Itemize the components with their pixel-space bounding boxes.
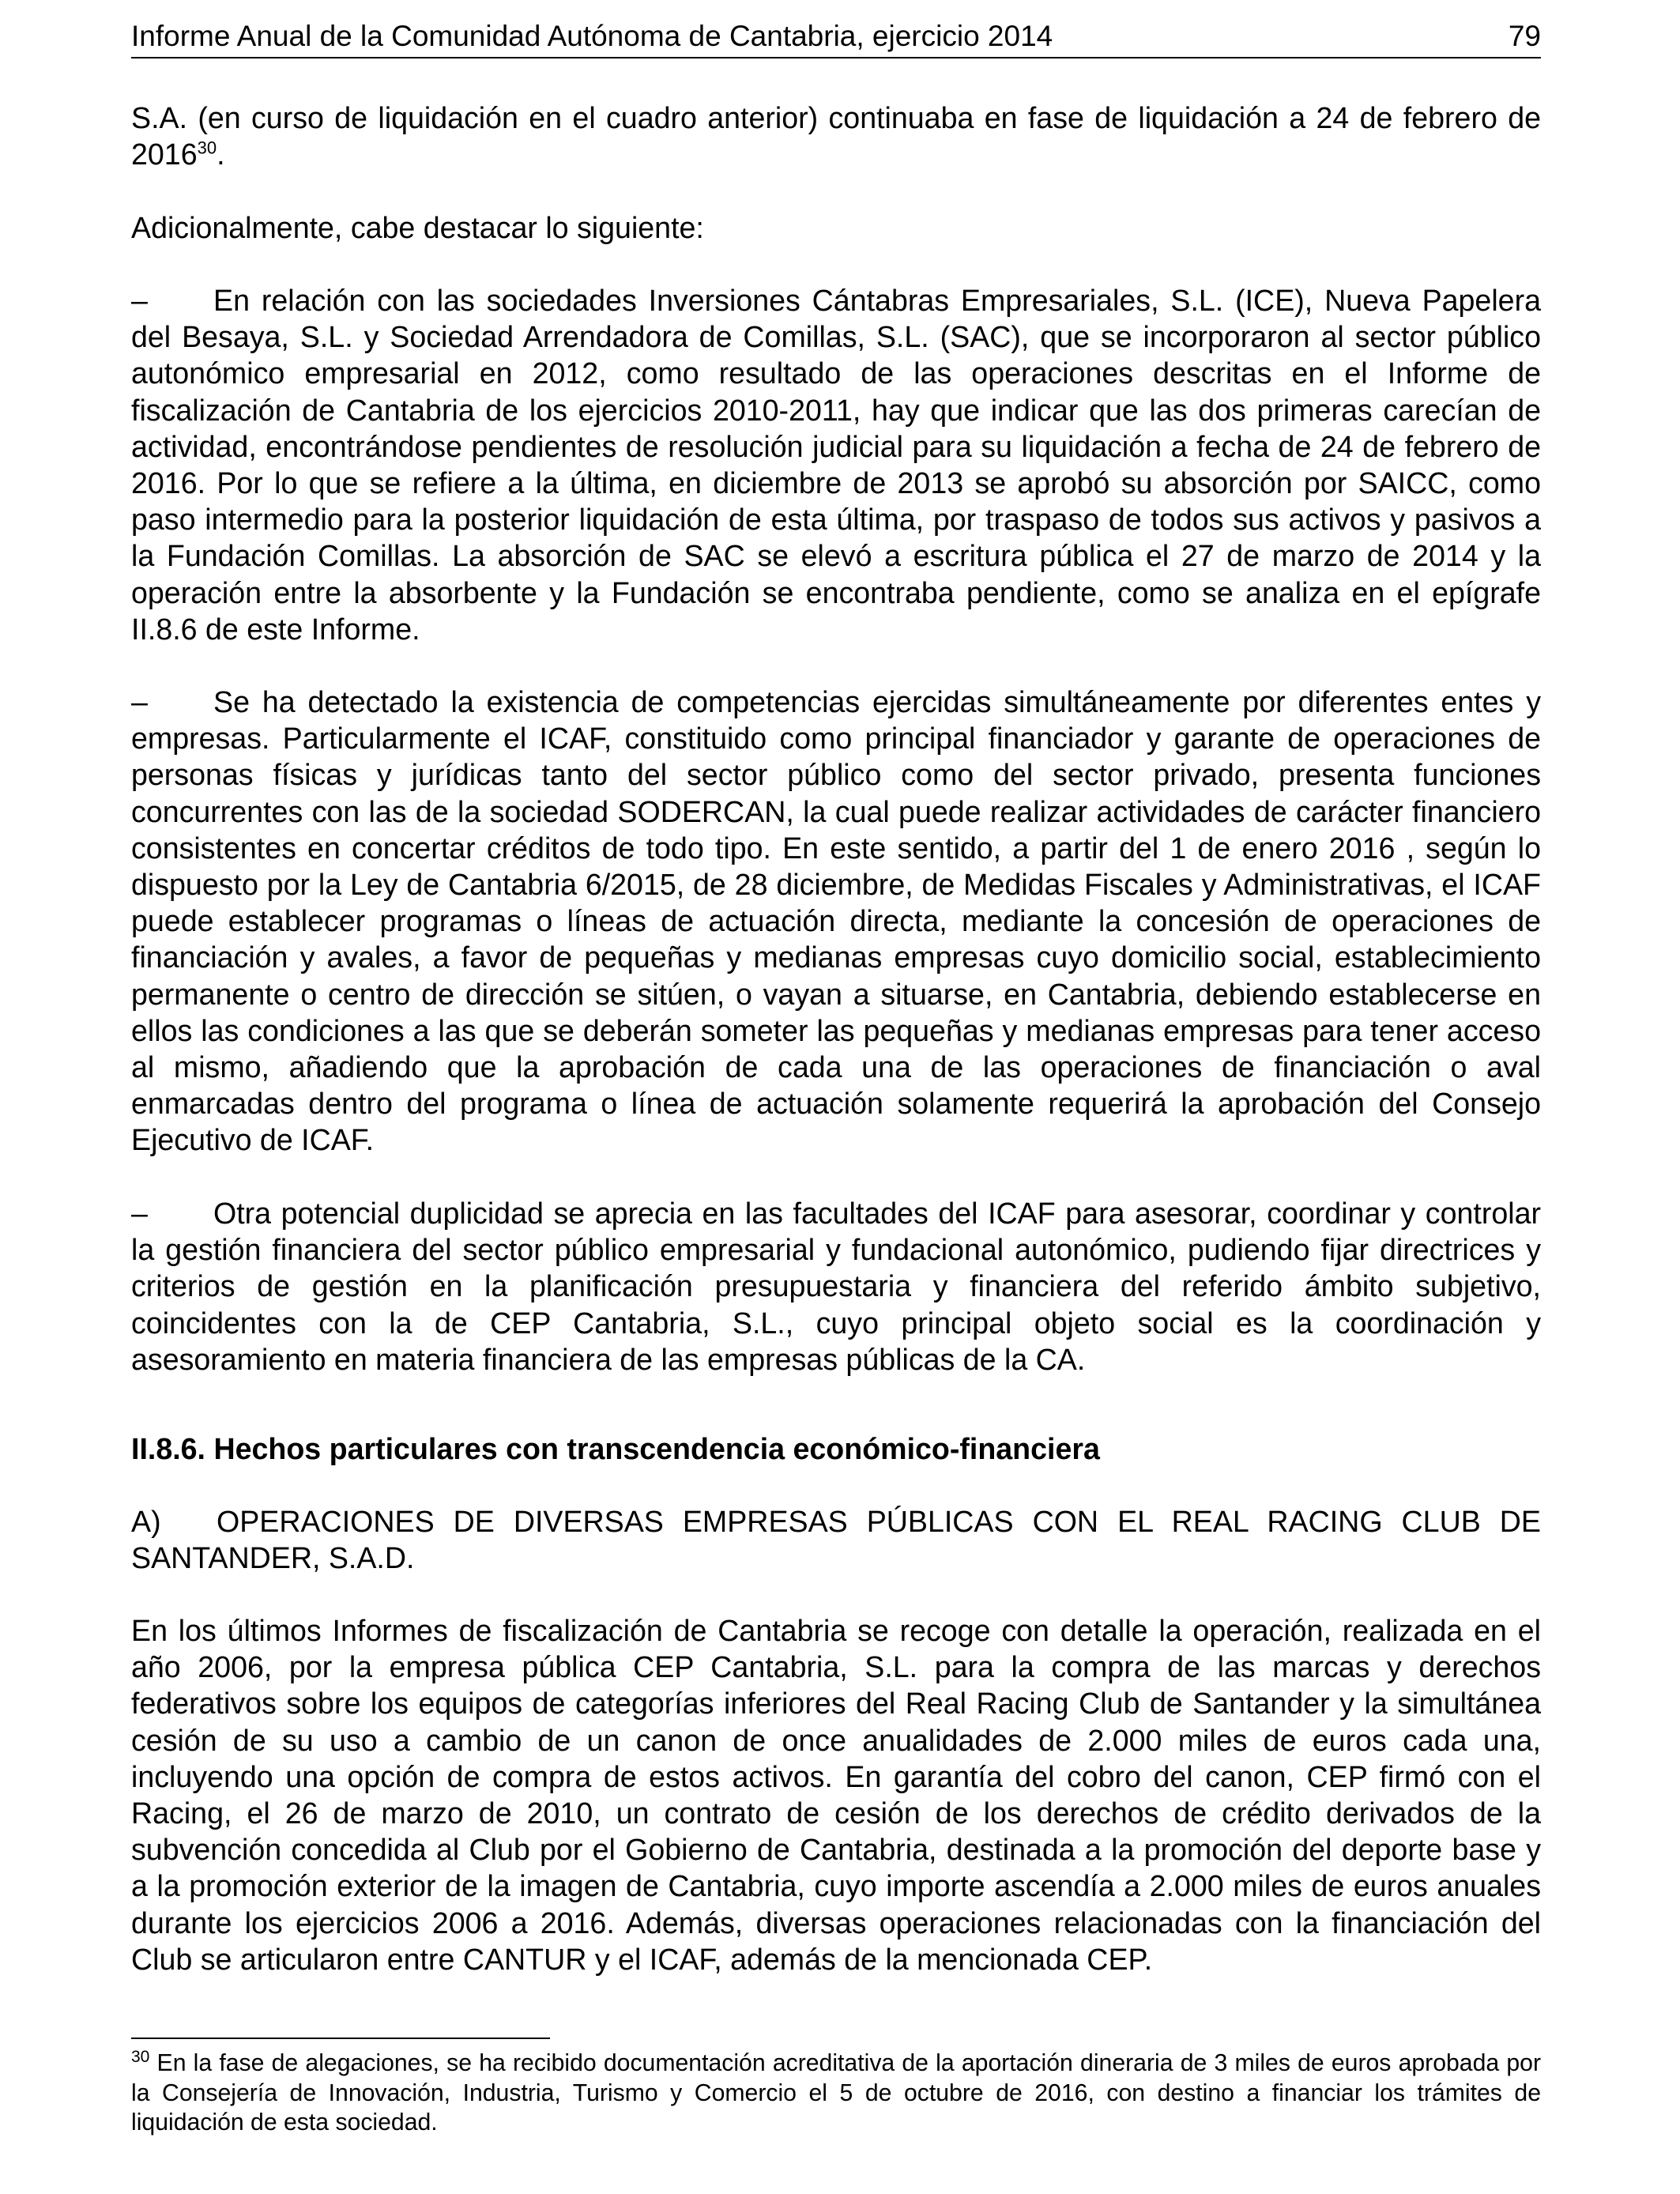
section-heading: II.8.6. Hechos particulares con transcendencia económico-financiera	[131, 1432, 1100, 1465]
subsection-title-text: OPERACIONES DE DIVERSAS EMPRESAS PÚBLICAS CON EL REAL RACING CLUB DE SANTANDER, S.A.D.	[131, 1505, 1541, 1575]
document-page	[131, 0, 1541, 2194]
bullet-marker: –	[131, 1197, 148, 1230]
header-title: Informe Anual de la Comunidad Autónoma de Cantabria, ejercicio 2014	[131, 20, 1053, 52]
additional-paragraph	[131, 209, 1541, 246]
page-number: 79	[1508, 20, 1541, 52]
intro-paragraph	[131, 100, 1541, 172]
footnote-number: 30	[131, 2047, 150, 2066]
bullet-text: En relación con las sociedades Inversiones Cántabras Empresariales, S.L. (ICE), Nueva Papelera del Besaya, S.L. y Sociedad Arrendadora de Comillas, S.L. (SAC), que se incorporaron al sector público autonómico empresarial en 2012, como resultado de las operaciones descritas en el Informe de fiscalización de Cantabria de los ejercicios 2010-2011, hay que indicar que las dos primeras carecían de actividad, encontrándose pendientes de resolución judicial para su liquidación a fecha de 24 de febrero de 2016. Por lo que se refiere a la última, en diciembre de 2013 se aprobó su absorción por SAICC, como paso intermedio para la posterior liquidación de esta última, por traspaso de todos sus activos y pasivos a la Fundación Comillas. La absorción de SAC se elevó a escritura pública el 27 de marzo de 2014 y la operación entre la absorbente y la Fundación se encontraba pendiente, como se analiza en el epígrafe II.8.6 de este Informe.	[131, 284, 1541, 646]
bullet-item-1	[131, 282, 1541, 647]
bullet-text: Se ha detectado la existencia de competencias ejercidas simultáneamente por diferentes entes y empresas. Particularmente el ICAF, constituido como principal financiador y garante de operaciones de personas físicas y jurídicas tanto del sector público como del sector privado, presenta funciones concurrentes con las de la sociedad SODERCAN, la cual puede realizar actividades de carácter financiero consistentes en concertar créditos de todo tipo. En este sentido, a partir del 1 de enero 2016 , según lo dispuesto por la Ley de Cantabria 6/2015, de 28 diciembre, de Medidas Fiscales y Administrativas, el ICAF puede establecer programas o líneas de actuación directa, mediante la concesión de operaciones de financiación y avales, a favor de pequeñas y medianas empresas cuyo domicilio social, establecimiento permanente o centro de dirección se sitúen, o vayan a situarse, en Cantabria, debiendo establecerse en ellos las condiciones a las que se deberán someter las pequeñas y medianas empresas para tener acceso al mismo, añadiendo que la aprobación de cada una de las operaciones de financiación o aval enmarcadas dentro del programa o línea de actuación solamente requerirá la aprobación del Consejo Ejecutivo de ICAF.	[131, 685, 1541, 1157]
intro-text: S.A. (en curso de liquidación en el cuadro anterior) continuaba en fase de liquidación a 24 de febrero de 2016	[131, 101, 1541, 172]
intro-text-end: .	[217, 138, 225, 172]
bullet-item-2	[131, 684, 1541, 1159]
footnote	[131, 2049, 1541, 2138]
subsection-title	[131, 1503, 1541, 1576]
bullet-marker: –	[131, 685, 148, 718]
footnote-text: En la fase de alegaciones, se ha recibido documentación acreditativa de la aportación dineraria de 3 miles de euros aprobada por la Consejería de Innovación, Industria, Turismo y Comercio el 5 de octubre de 2016, con destino a financiar los trámites de liquidación de esta sociedad.	[131, 2050, 1541, 2136]
subsection-label: A)	[131, 1505, 161, 1538]
footnote-separator	[131, 2038, 550, 2039]
section-paragraph	[131, 1612, 1541, 1977]
footnote-reference[interactable]: 30	[197, 138, 217, 158]
bullet-marker: –	[131, 284, 148, 317]
additional-text: Adicionalmente, cabe destacar lo siguiente:	[131, 211, 704, 244]
bullet-item-3	[131, 1195, 1541, 1378]
bullet-text: Otra potencial duplicidad se aprecia en las facultades del ICAF para asesorar, coordinar y controlar la gestión financiera del sector público empresarial y fundacional autonómico, pudiendo fijar directrices y criterios de gestión en la planificación presupuestaria y financiera del referido ámbito subjetivo, coincidentes con la de CEP Cantabria, S.L., cuyo principal objeto social es la coordinación y asesoramiento en materia financiera de las empresas públicas de la CA.	[131, 1197, 1541, 1376]
page-header	[131, 17, 1541, 58]
section-paragraph-text: En los últimos Informes de fiscalización de Cantabria se recoge con detalle la operación, realizada en el año 2006, por la empresa pública CEP Cantabria, S.L. para la compra de las marcas y derechos federativos sobre los equipos de categorías inferiores del Real Racing Club de Santander y la simultánea cesión de su uso a cambio de un canon de once anualidades de 2.000 miles de euros cada una, incluyendo una opción de compra de estos activos. En garantía del cobro del canon, CEP firmó con el Racing, el 26 de marzo de 2010, un contrato de cesión de los derechos de crédito derivados de la subvención concedida al Club por el Gobierno de Cantabria, destinada a la promoción del deporte base y a la promoción exterior de la imagen de Cantabria, cuyo importe ascendía a 2.000 miles de euros anuales durante los ejercicios 2006 a 2016. Además, diversas operaciones relacionadas con la financiación del Club se articularon entre CANTUR y el ICAF, además de la mencionada CEP.	[131, 1614, 1541, 1976]
